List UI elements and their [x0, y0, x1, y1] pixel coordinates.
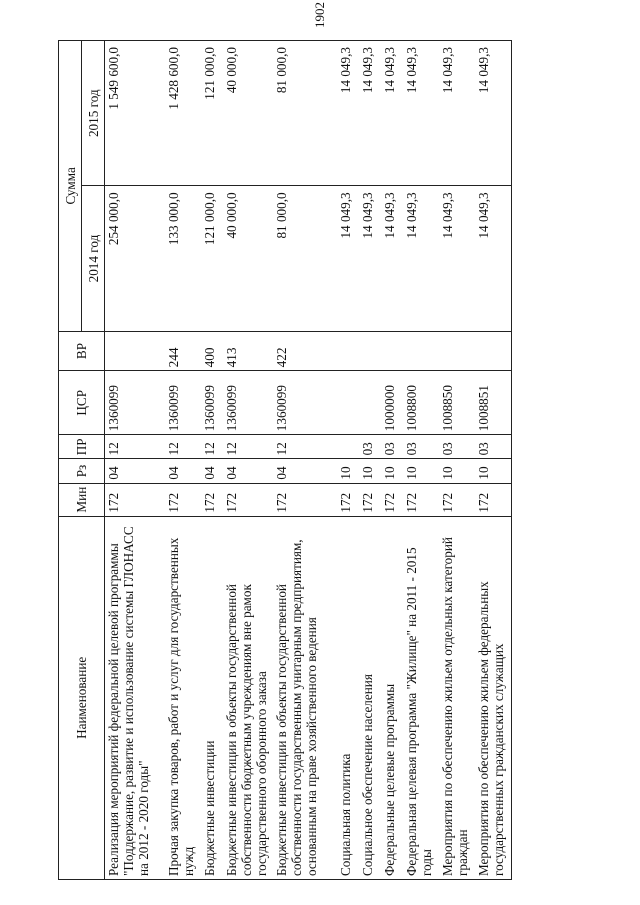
- row-name: Федеральная целевая программа "Жилище" на 2011 - 2015 годы: [403, 516, 439, 879]
- row-sum-2014: 14 049,3: [439, 186, 475, 331]
- row-vr: [359, 331, 381, 371]
- row-csr: 1360099: [165, 371, 201, 435]
- row-sum-2015: 1 549 600,0: [105, 41, 166, 186]
- table-row: [359, 41, 381, 880]
- budget-table-frame: [58, 40, 588, 880]
- row-name: Бюджетные инвестиции: [201, 516, 223, 879]
- row-min: 172: [105, 483, 166, 516]
- table-row: [105, 41, 166, 880]
- row-csr: 1000000: [381, 371, 403, 435]
- row-csr: 1360099: [273, 371, 337, 435]
- header-min: Мин: [59, 483, 105, 516]
- header-summa: Сумма: [59, 41, 82, 332]
- table-row: [381, 41, 403, 880]
- row-sum-2015: 14 049,3: [337, 41, 359, 186]
- row-sum-2014: 14 049,3: [475, 186, 512, 331]
- header-row-top: [59, 41, 82, 880]
- table-row: [475, 41, 512, 880]
- row-pr: 12: [105, 435, 166, 459]
- row-vr: 422: [273, 331, 337, 371]
- row-pr: [337, 435, 359, 459]
- row-rz: 04: [105, 459, 166, 483]
- row-csr: [337, 371, 359, 435]
- table-row: [273, 41, 337, 880]
- row-sum-2015: 14 049,3: [359, 41, 381, 186]
- table-row: [337, 41, 359, 880]
- table-row: [201, 41, 223, 880]
- row-pr: 03: [403, 435, 439, 459]
- row-pr: 12: [165, 435, 201, 459]
- row-vr: [337, 331, 359, 371]
- header-pr: ПР: [59, 435, 105, 459]
- row-pr: 03: [439, 435, 475, 459]
- row-name: Бюджетные инвестиции в объекты государственной собственности государственным унитарным предприятиям, основанным на праве хозяйственного ведения: [273, 516, 337, 879]
- row-sum-2015: 14 049,3: [403, 41, 439, 186]
- row-name: Мероприятия по обеспечению жильем федеральных государственных гражданских служащих: [475, 516, 512, 879]
- row-name: Социальное обеспечение населения: [359, 516, 381, 879]
- row-name: Прочая закупка товаров, работ и услуг для государственных нужд: [165, 516, 201, 879]
- budget-table: [58, 40, 512, 880]
- header-2015: 2015 год: [82, 41, 105, 186]
- row-min: 172: [403, 483, 439, 516]
- row-pr: 03: [359, 435, 381, 459]
- row-name: Бюджетные инвестиции в объекты государственной собственности бюджетным учреждениям вне рамок государственного оборонного заказа: [223, 516, 273, 879]
- row-rz: 04: [223, 459, 273, 483]
- row-sum-2015: 121 000,0: [201, 41, 223, 186]
- row-vr: [475, 331, 512, 371]
- row-csr: 1360099: [105, 371, 166, 435]
- row-sum-2014: 14 049,3: [381, 186, 403, 331]
- row-sum-2015: 1 428 600,0: [165, 41, 201, 186]
- row-pr: 03: [475, 435, 512, 459]
- page-number: 1902: [312, 2, 327, 28]
- row-rz: 10: [439, 459, 475, 483]
- table-row: [439, 41, 475, 880]
- row-rz: 10: [381, 459, 403, 483]
- row-vr: [105, 331, 166, 371]
- row-name: Мероприятия по обеспечению жильем отдельных категорий граждан: [439, 516, 475, 879]
- row-sum-2015: 14 049,3: [381, 41, 403, 186]
- row-min: 172: [359, 483, 381, 516]
- row-rz: 04: [201, 459, 223, 483]
- row-min: 172: [475, 483, 512, 516]
- row-sum-2015: 40 000,0: [223, 41, 273, 186]
- row-rz: 04: [273, 459, 337, 483]
- header-rz: Рз: [59, 459, 105, 483]
- table-row: [403, 41, 439, 880]
- row-min: 172: [439, 483, 475, 516]
- header-vr: ВР: [59, 331, 105, 371]
- row-rz: 10: [359, 459, 381, 483]
- row-csr: 1360099: [201, 371, 223, 435]
- row-sum-2014: 121 000,0: [201, 186, 223, 331]
- row-csr: 1360099: [223, 371, 273, 435]
- row-min: 172: [201, 483, 223, 516]
- row-csr: 1008800: [403, 371, 439, 435]
- header-name: Наименование: [59, 516, 105, 879]
- row-min: 172: [223, 483, 273, 516]
- row-min: 172: [381, 483, 403, 516]
- row-pr: 12: [201, 435, 223, 459]
- row-pr: 03: [381, 435, 403, 459]
- row-sum-2014: 40 000,0: [223, 186, 273, 331]
- row-sum-2014: 254 000,0: [105, 186, 166, 331]
- row-rz: 10: [337, 459, 359, 483]
- row-vr: 244: [165, 331, 201, 371]
- row-csr: 1008850: [439, 371, 475, 435]
- header-csr: ЦСР: [59, 371, 105, 435]
- row-rz: 04: [165, 459, 201, 483]
- row-min: 172: [165, 483, 201, 516]
- row-name: Социальная политика: [337, 516, 359, 879]
- row-min: 172: [273, 483, 337, 516]
- row-pr: 12: [223, 435, 273, 459]
- table-row: [165, 41, 201, 880]
- row-vr: 400: [201, 331, 223, 371]
- row-rz: 10: [475, 459, 512, 483]
- header-2014: 2014 год: [82, 186, 105, 331]
- row-csr: 1008851: [475, 371, 512, 435]
- row-vr: [403, 331, 439, 371]
- row-sum-2014: 133 000,0: [165, 186, 201, 331]
- row-min: 172: [337, 483, 359, 516]
- row-vr: 413: [223, 331, 273, 371]
- row-sum-2015: 81 000,0: [273, 41, 337, 186]
- row-pr: 12: [273, 435, 337, 459]
- row-sum-2014: 14 049,3: [337, 186, 359, 331]
- row-sum-2015: 14 049,3: [439, 41, 475, 186]
- row-sum-2014: 14 049,3: [403, 186, 439, 331]
- row-sum-2014: 14 049,3: [359, 186, 381, 331]
- row-vr: [381, 331, 403, 371]
- row-vr: [439, 331, 475, 371]
- row-csr: [359, 371, 381, 435]
- table-row: [223, 41, 273, 880]
- row-rz: 10: [403, 459, 439, 483]
- row-name: Реализация мероприятий федеральной целевой программы "Поддержание, развитие и использование системы ГЛОНАСС на 2012 - 2020 годы": [105, 516, 166, 879]
- row-sum-2015: 14 049,3: [475, 41, 512, 186]
- row-name: Федеральные целевые программы: [381, 516, 403, 879]
- row-sum-2014: 81 000,0: [273, 186, 337, 331]
